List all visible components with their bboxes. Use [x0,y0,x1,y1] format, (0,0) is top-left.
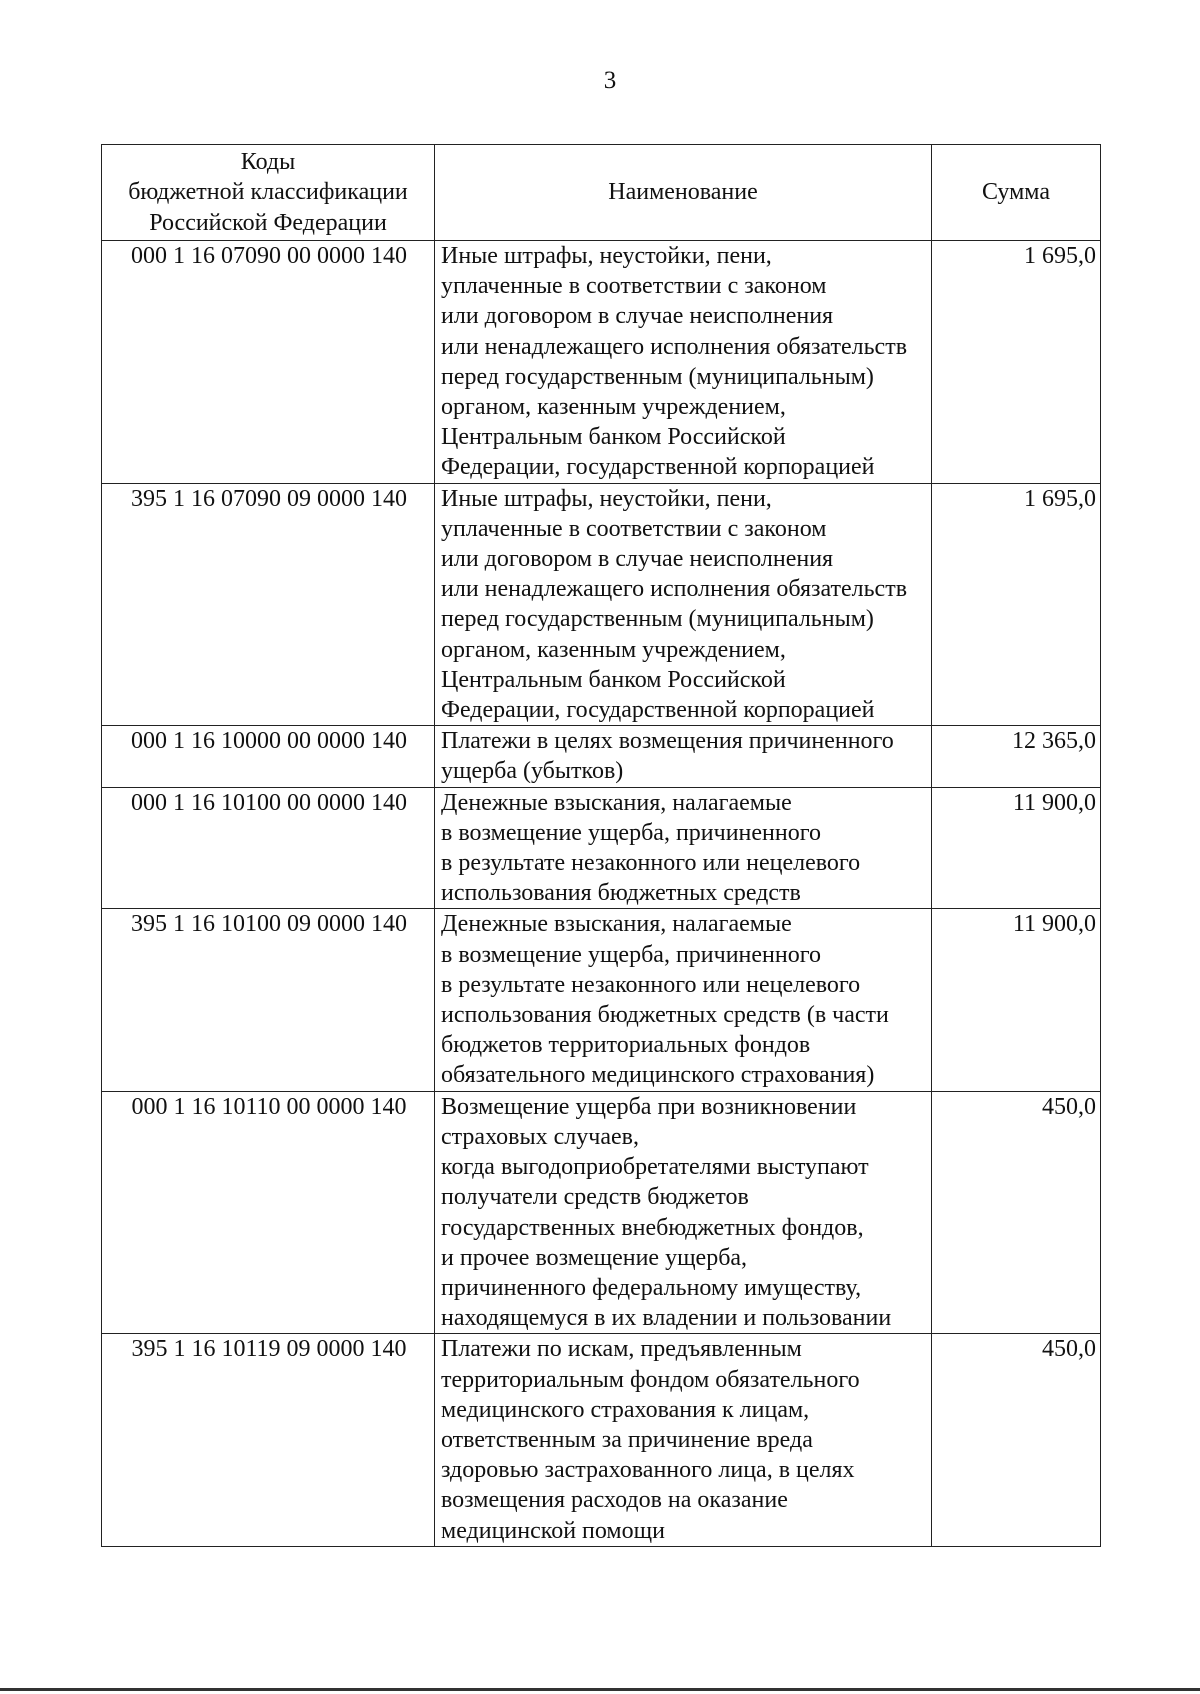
header-codes-line: Российской Федерации [149,209,387,236]
sum-cell: 11 900,0 [932,787,1101,909]
name-line: ущерба (убытков) [441,758,624,785]
name-cell [435,483,932,726]
name-line: уплаченные в соответствии с законом [441,515,827,542]
name-line: Платежи в целях возмещения причиненного [441,728,894,755]
table-row [102,483,1101,726]
name-cell [435,1334,932,1546]
name-line: Центральным банком Российской [441,666,786,693]
name-line: ответственным за причинение вреда [441,1426,813,1453]
name-line: или договором в случае неисполнения [441,546,834,573]
name-line: Центральным банком Российской [441,424,786,451]
table-row [102,909,1101,1091]
table-header-row [102,145,1101,241]
table-row [102,241,1101,484]
name-line: бюджетов территориальных фондов [441,1032,811,1059]
name-line: обязательного медицинского страхования) [441,1062,875,1089]
header-codes-line: Коды [240,149,296,176]
name-line: использования бюджетных средств [441,880,801,907]
name-line: и прочее возмещение ущерба, [441,1244,748,1271]
name-line: в результате незаконного или нецелевого [441,971,861,998]
name-line: Федерации, государственной корпорацией [441,697,875,724]
name-line: в результате незаконного или нецелевого [441,850,861,877]
name-line: перед государственным (муниципальным) [441,363,874,390]
name-line: или ненадлежащего исполнения обязательств [441,333,908,360]
name-line: в возмещение ущерба, причиненного [441,941,821,968]
budget-code-cell: 000 1 16 10000 00 0000 140 [102,726,435,787]
budget-code-cell: 395 1 16 07090 09 0000 140 [102,483,435,726]
name-line: Иные штрафы, неустойки, пени, [441,485,772,512]
budget-classification-table [101,144,1101,1547]
name-line: или ненадлежащего исполнения обязательств [441,576,908,603]
budget-code-cell: 395 1 16 10100 09 0000 140 [102,909,435,1091]
sum-cell: 1 695,0 [932,483,1101,726]
name-cell [435,726,932,787]
name-line: перед государственным (муниципальным) [441,606,874,633]
name-line: возмещения расходов на оказание [441,1487,788,1514]
budget-code-cell: 000 1 16 10100 00 0000 140 [102,787,435,909]
budget-code-cell: 000 1 16 07090 00 0000 140 [102,241,435,484]
page-number: 3 [603,67,617,94]
name-line: органом, казенным учреждением, [441,394,786,421]
name-cell [435,909,932,1091]
name-line: территориальным фондом обязательного [441,1366,860,1393]
sum-cell: 1 695,0 [932,241,1101,484]
name-line: использования бюджетных средств (в части [441,1002,889,1029]
name-cell [435,1091,932,1334]
sum-cell: 450,0 [932,1091,1101,1334]
header-codes [102,145,435,241]
table-row [102,1091,1101,1334]
name-line: здоровью застрахованного лица, в целях [441,1457,855,1484]
name-line: получатели средств бюджетов [441,1184,749,1211]
name-line: когда выгодоприобретателями выступают [441,1154,869,1181]
header-sum: Сумма [932,145,1101,241]
name-line: страховых случаев, [441,1123,639,1150]
sum-cell: 450,0 [932,1334,1101,1546]
name-line: Возмещение ущерба при возникновении [441,1093,857,1120]
name-line: медицинской помощи [441,1517,665,1544]
table-row [102,1334,1101,1546]
name-line: Иные штрафы, неустойки, пени, [441,243,772,269]
sum-cell: 11 900,0 [932,909,1101,1091]
name-cell [435,241,932,484]
name-line: находящемуся в их владении и пользовании [441,1305,892,1332]
budget-code-cell: 395 1 16 10119 09 0000 140 [102,1334,435,1546]
sum-cell: 12 365,0 [932,726,1101,787]
name-line: медицинского страхования к лицам, [441,1396,810,1423]
scan-bottom-edge [0,1688,1200,1691]
budget-code-cell: 000 1 16 10110 00 0000 140 [102,1091,435,1334]
name-line: Федерации, государственной корпорацией [441,454,875,481]
name-line: Денежные взыскания, налагаемые [441,789,792,816]
name-line: в возмещение ущерба, причиненного [441,819,821,846]
header-name: Наименование [435,145,932,241]
name-line: Платежи по искам, предъявленным [441,1336,802,1363]
name-line: причиненного федеральному имуществу, [441,1274,862,1301]
table-row [102,726,1101,787]
name-line: государственных внебюджетных фондов, [441,1214,864,1241]
name-line: Денежные взыскания, налагаемые [441,911,792,938]
table-row [102,787,1101,909]
header-codes-line: бюджетной классификации [128,179,408,206]
name-cell [435,787,932,909]
name-line: уплаченные в соответствии с законом [441,273,827,300]
name-line: органом, казенным учреждением, [441,636,786,663]
name-line: или договором в случае неисполнения [441,303,834,330]
